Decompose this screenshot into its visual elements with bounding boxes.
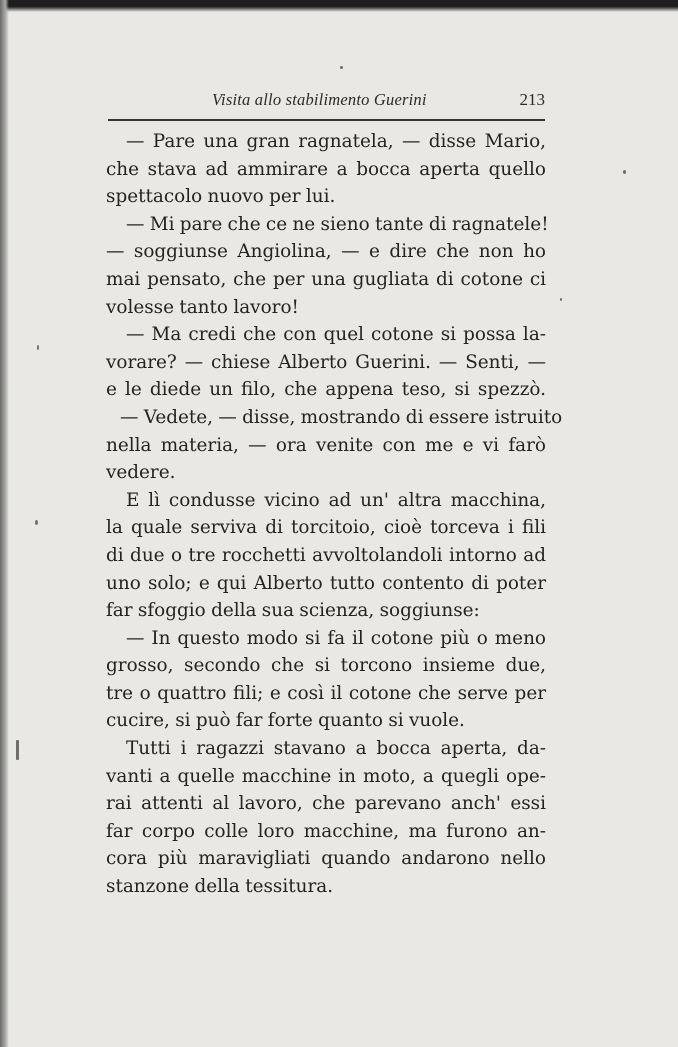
text-line: spettacolo nuovo per lui.: [106, 186, 336, 208]
text-line: e le diede un filo, che appena teso, si spezzò.: [106, 379, 546, 401]
page-gutter-edge: [0, 0, 9, 1047]
text-line: mai pensato, che per una gugliata di cotone ci: [106, 268, 546, 290]
page-number: 213: [519, 90, 545, 109]
text-line: rai attenti al lavoro, che parevano anch' essi: [106, 793, 546, 815]
text-line: cucire, si può far forte quanto si vuole.: [106, 710, 465, 732]
text-line: Tutti i ragazzi stavano a bocca aperta, da-: [126, 738, 546, 760]
text-line: far corpo colle loro macchine, ma furono an-: [106, 820, 546, 842]
text-line: la quale serviva di torcitoio, cioè torceva i fili: [106, 517, 546, 539]
running-title: Visita allo stabilimento Guerini: [212, 90, 427, 109]
text-line: vedere.: [106, 462, 176, 484]
text-line: uno solo; e qui Alberto tutto contento di poter: [106, 572, 546, 594]
paper-speck: [623, 170, 626, 174]
text-line: tre o quattro fili; e così il cotone che serve per: [106, 682, 546, 704]
text-line: vanti a quelle macchine in moto, a quegli ope-: [106, 765, 546, 787]
running-header: [108, 88, 545, 114]
text-line: che stava ad ammirare a bocca aperta quello: [106, 158, 546, 180]
paper-speck: [340, 66, 343, 69]
text-line: grosso, secondo che si torcono insieme due,: [106, 655, 546, 677]
text-line: volesse tanto lavoro!: [106, 296, 299, 318]
body-text: [106, 128, 563, 901]
text-line: — Vedete, — disse, mostrando di essere istruito: [120, 406, 563, 428]
paper-speck: [560, 298, 562, 301]
text-line: — Mi pare che ce ne sieno tante di ragnatele!: [126, 213, 549, 235]
text-line: E lì condusse vicino ad un' altra macchina,: [126, 489, 546, 511]
text-line: di due o tre rocchetti avvoltolandoli intorno ad: [106, 544, 546, 566]
scan-top-shadow: [0, 0, 678, 12]
text-line: — Ma credi che con quel cotone si possa la-: [126, 324, 546, 346]
paper-speck: [37, 345, 39, 350]
text-line: stanzone della tessitura.: [106, 876, 334, 898]
paper-speck: [16, 740, 19, 760]
text-line: nella materia, — ora venite con me e vi farò: [106, 434, 546, 456]
text-line: cora più maravigliati quando andarono nello: [106, 848, 546, 870]
text-line: — In questo modo si fa il cotone più o meno: [126, 627, 546, 649]
text-line: — Pare una gran ragnatela, — disse Mario,: [126, 131, 546, 152]
text-line: vorare? — chiese Alberto Guerini. — Senti, —: [106, 351, 546, 373]
text-line: — soggiunse Angiolina, — e dire che non ho: [106, 241, 546, 263]
header-rule: [108, 119, 545, 121]
text-line: far sfoggio della sua scienza, soggiunse:: [106, 600, 480, 622]
paper-speck: [35, 520, 38, 525]
